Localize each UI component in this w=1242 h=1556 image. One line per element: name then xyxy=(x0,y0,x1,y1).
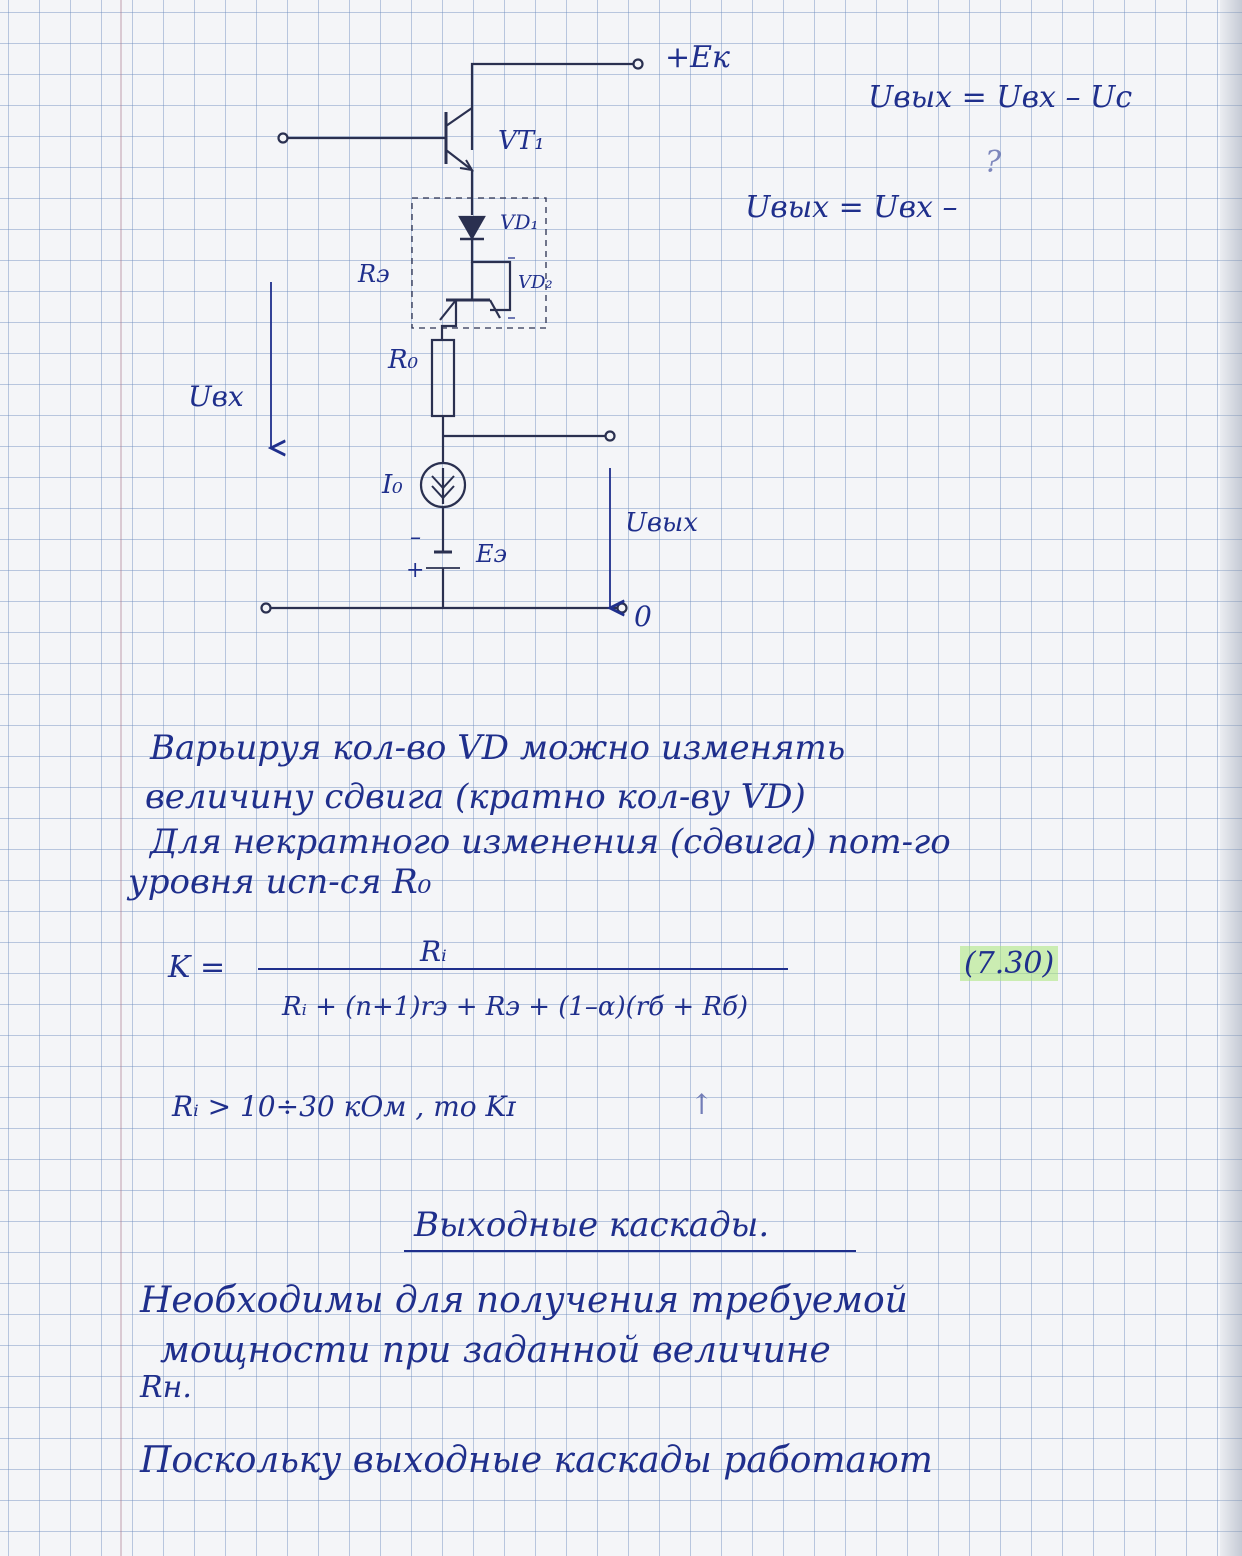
re-label: Rэ xyxy=(358,260,390,288)
para1-line-2: мощности при заданной величине xyxy=(160,1330,831,1371)
vt1-label: VT₁ xyxy=(498,126,545,156)
equation-uout-1: Uвых = Uвх – Uc xyxy=(868,80,1133,115)
section-heading: Выходные каскады. xyxy=(414,1205,770,1245)
para1-line-1: Необходимы для получения требуемой xyxy=(140,1280,908,1321)
note-line-3: Для некратного изменения (сдвига) пот-го xyxy=(150,822,951,862)
vt1-emitter xyxy=(446,150,472,170)
zero-label: 0 xyxy=(634,600,652,633)
note-line-2: величину сдвига (кратно кол-ву VD) xyxy=(145,777,806,817)
heading-underline xyxy=(404,1250,856,1252)
vd1-label: VD₁ xyxy=(500,210,539,234)
formula-denominator: Rᵢ + (n+1)rэ + Rэ + (1–α)(rб + Rб) xyxy=(282,992,748,1022)
formula-lhs: K = xyxy=(168,950,226,985)
equation-number: (7.30) xyxy=(960,946,1058,981)
supply-terminal xyxy=(634,60,643,69)
para2-line-1: Поскольку выходные каскады работают xyxy=(140,1440,933,1481)
question-mark: ? xyxy=(985,145,1002,180)
para1-line-3: Rн. xyxy=(140,1370,192,1405)
supply-label: +Eк xyxy=(665,40,730,75)
vt1-collector xyxy=(446,108,472,126)
fraction-bar xyxy=(258,968,788,970)
output-terminal xyxy=(606,432,615,441)
battery-minus-sign: – xyxy=(410,525,421,550)
condition-mark: ↑ xyxy=(690,1088,714,1121)
note-line-1: Варьируя кол-во VD можно изменять xyxy=(150,728,846,768)
ground-input-terminal xyxy=(262,604,271,613)
note-line-4: уровня исп-ся R₀ xyxy=(128,862,432,902)
uout-label: Uвых xyxy=(625,508,698,538)
uin-label: Uвх xyxy=(188,380,244,413)
condition-text: Rᵢ > 10÷30 кОм , то Kɪ xyxy=(172,1090,516,1123)
equation-uout-2: Uвых = Uвх – xyxy=(745,190,958,225)
input-terminal xyxy=(279,134,288,143)
battery-plus-sign: + xyxy=(406,558,425,583)
formula-numerator: Rᵢ xyxy=(420,935,447,968)
i0-label: I₀ xyxy=(382,470,403,500)
ee-label: Eэ xyxy=(476,540,507,568)
r0-label: R₀ xyxy=(388,345,418,375)
vd1-diode-body xyxy=(460,217,484,238)
r0-resistor xyxy=(432,340,454,416)
ground-output-terminal xyxy=(618,604,627,613)
supply-wire xyxy=(472,64,636,150)
vd2-label: VD₂ xyxy=(518,272,553,293)
